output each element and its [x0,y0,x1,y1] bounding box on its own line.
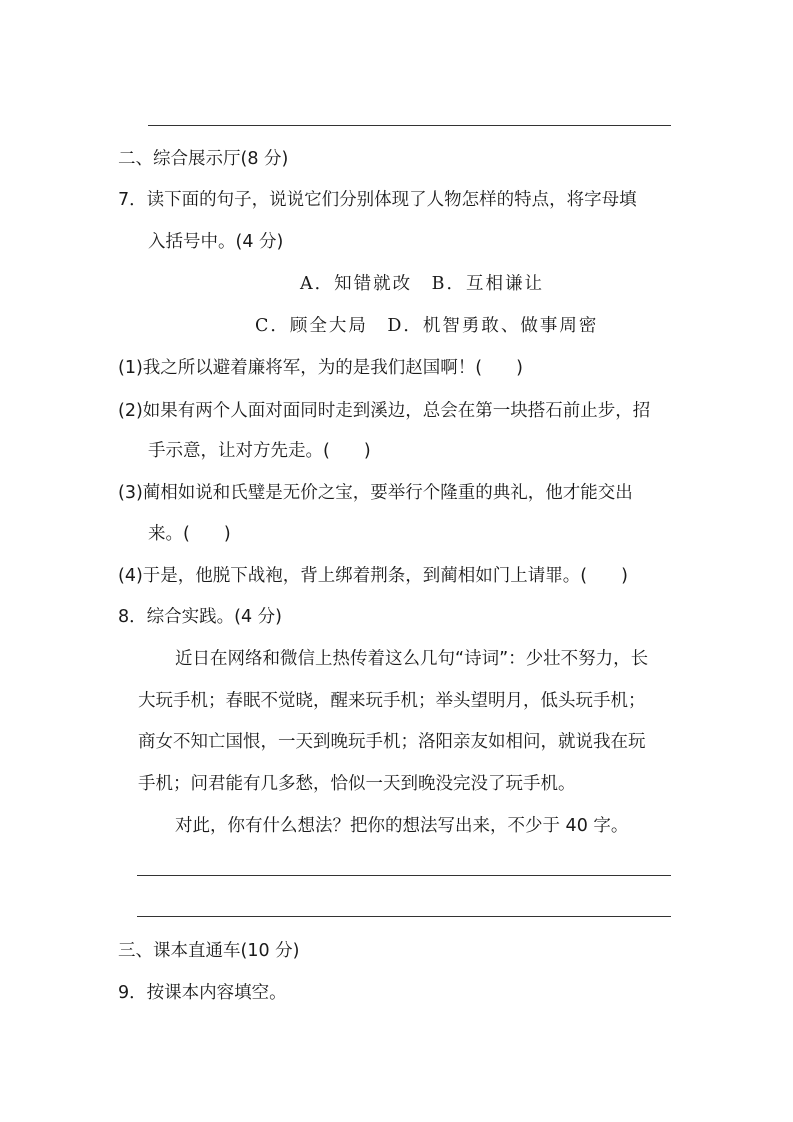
q8-passage-line1: 近日在网络和微信上热传着这么几句“诗词”：少壮不努力，长 [175,649,649,669]
q7-item-2-close: ) [363,441,371,461]
q7-item-1-text: (1)我之所以避着廉将军，为的是我们赵国啊！( [118,358,483,378]
q7-item-3-line2 [148,523,231,545]
answer-line-top[interactable] [148,125,671,126]
q8-passage-line4: 手机；问君能有几多愁，恰似一天到晚没完没了玩手机。 [138,774,576,794]
q7-options-line1: A．知错就改 B．互相谦让 [300,274,544,294]
q7-item-4-text: (4)于是，他脱下战袍，背上绑着荆条，到蔺相如门上请罪。( [118,566,588,586]
q8-passage-line2: 大玩手机；春眠不觉晓，醒来玩手机；举头望明月，低头玩手机； [138,691,646,711]
q9-stem: 9．按课本内容填空。 [118,983,287,1003]
q7-item-3-text: 来。( [148,524,190,544]
q7-item-1 [118,357,523,379]
q7-item-2-text: 手示意，让对方先走。( [148,441,330,461]
q7-item-4-close: ) [621,566,628,586]
q8-answer-line-2[interactable] [137,916,671,917]
q7-item-4 [118,565,628,587]
q7-stem-line1: 7．读下面的句子，说说它们分别体现了人物怎样的特点，将字母填 [118,190,637,210]
q7-options-line2: C．顾全大局 D．机智勇敢、做事周密 [255,316,599,336]
q8-prompt: 对此，你有什么想法？把你的想法写出来，不少于 40 字。 [175,816,629,836]
q8-stem: 8．综合实践。(4 分) [118,607,282,627]
q7-item-1-close: ) [516,358,523,378]
q7-item-3-line1: (3)蔺相如说和氏璧是无价之宝，要举行个隆重的典礼，他才能交出 [118,483,633,503]
q7-item-2-line2 [148,440,371,462]
q8-passage-line3: 商女不知亡国恨，一天到晚玩手机；洛阳亲友如相问，就说我在玩 [138,732,646,752]
section-2-title: 二、综合展示厅(8 分) [118,149,289,169]
q7-item-3-close: ) [223,524,231,544]
q7-stem-line2: 入括号中。(4 分) [148,232,284,252]
q7-item-2-line1: (2)如果有两个人面对面同时走到溪边，总会在第一块搭石前止步，招 [118,401,651,421]
q8-answer-line-1[interactable] [137,875,671,876]
section-3-title: 三、课本直通车(10 分) [118,941,300,961]
